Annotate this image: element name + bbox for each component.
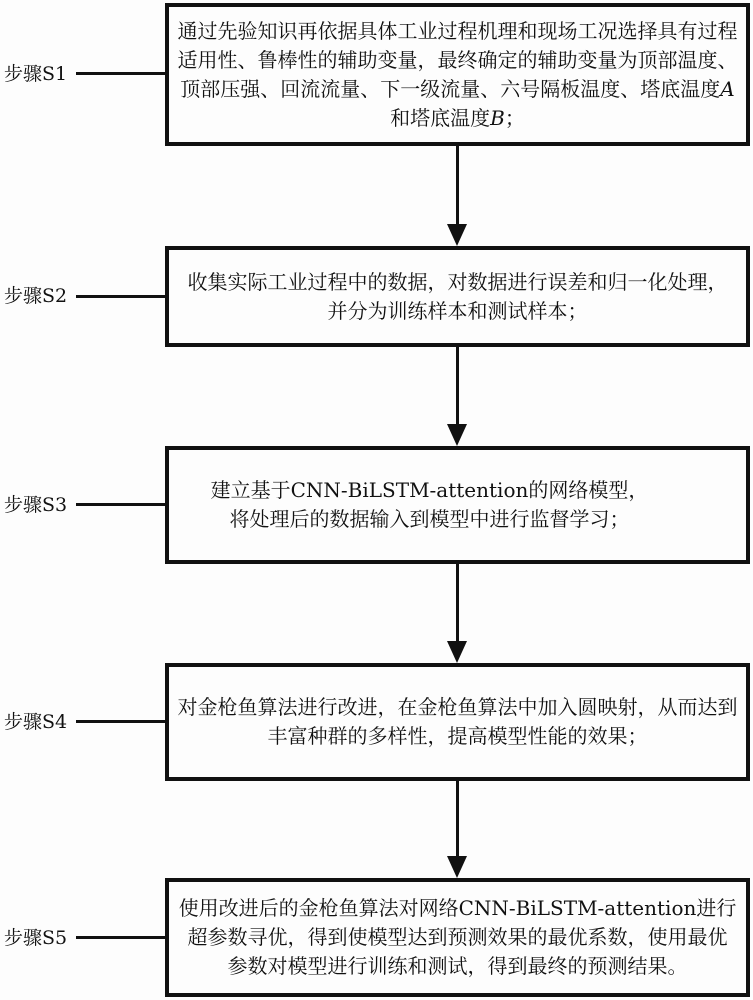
arrow-1-shaft <box>456 146 459 224</box>
step-label-s2: 步骤S2 <box>4 285 68 307</box>
arrow-3-shaft <box>456 564 459 641</box>
step-label-s4: 步骤S4 <box>4 711 68 733</box>
step-box-s4 <box>165 663 750 781</box>
step-s4-line-2: 丰富种群的多样性，提高模型性能的效果； <box>267 724 648 748</box>
step-box-s1 <box>165 3 750 146</box>
arrow-4-head-icon <box>447 856 467 878</box>
step-s1-line-4-punct: ； <box>504 105 525 130</box>
step-box-s3 <box>165 446 750 564</box>
step-label-s5: 步骤S5 <box>4 927 68 949</box>
step-s1-line-3 <box>180 75 734 104</box>
step-connector-s2 <box>76 295 168 298</box>
step-s2-line-2: 并分为训练样本和测试样本； <box>327 298 588 323</box>
step-s3-line-2: 将处理后的数据输入到模型中进行监督学习； <box>229 507 630 531</box>
step-s1-line-2: 适用性、鲁棒性的辅助变量，最终确定的辅助变量为顶部温度、 <box>177 47 738 72</box>
step-s1-line-4 <box>390 104 525 133</box>
arrow-3-head-icon <box>447 641 467 663</box>
step-connector-s1 <box>76 72 168 75</box>
arrow-4-shaft <box>456 781 459 856</box>
step-connector-s3 <box>76 503 168 506</box>
variable-a: A <box>720 76 735 101</box>
step-s1-line-3-text: 顶部压强、回流流量、下一级流量、六号隔板温度、塔底温度 <box>180 76 721 101</box>
step-s1-line-4-text: 和塔底温度 <box>390 105 491 130</box>
step-box-s2 <box>165 246 750 347</box>
step-s2-line-1: 收集实际工业过程中的数据，对数据进行误差和归一化处理， <box>187 269 728 294</box>
step-s3-line-1: 建立基于CNN-BiLSTM-attention的网络模型， <box>210 478 649 502</box>
arrow-2-head-icon <box>447 424 467 446</box>
step-s5-line-2: 超参数寻优，得到使模型达到预测效果的最优系数，使用最优 <box>187 925 728 949</box>
step-s1-line-1: 通过先验知识再依据具体工业过程机理和现场工况选择具有过程 <box>177 18 738 43</box>
step-connector-s4 <box>76 720 168 723</box>
step-connector-s5 <box>76 936 168 939</box>
step-box-s5 <box>165 878 750 997</box>
step-label-s1: 步骤S1 <box>4 63 68 85</box>
step-s5-line-1: 使用改进后的金枪鱼算法对网络CNN-BiLSTM-attention进行 <box>178 896 737 920</box>
step-s5-line-3: 参数对模型进行训练和测试，得到最终的预测结果。 <box>227 954 688 978</box>
arrow-1-head-icon <box>447 224 467 246</box>
step-label-s3: 步骤S3 <box>4 494 68 516</box>
arrow-2-shaft <box>456 347 459 424</box>
variable-b: B <box>490 105 505 130</box>
step-s4-line-1: 对金枪鱼算法进行改进，在金枪鱼算法中加入圆映射，从而达到 <box>177 695 738 719</box>
